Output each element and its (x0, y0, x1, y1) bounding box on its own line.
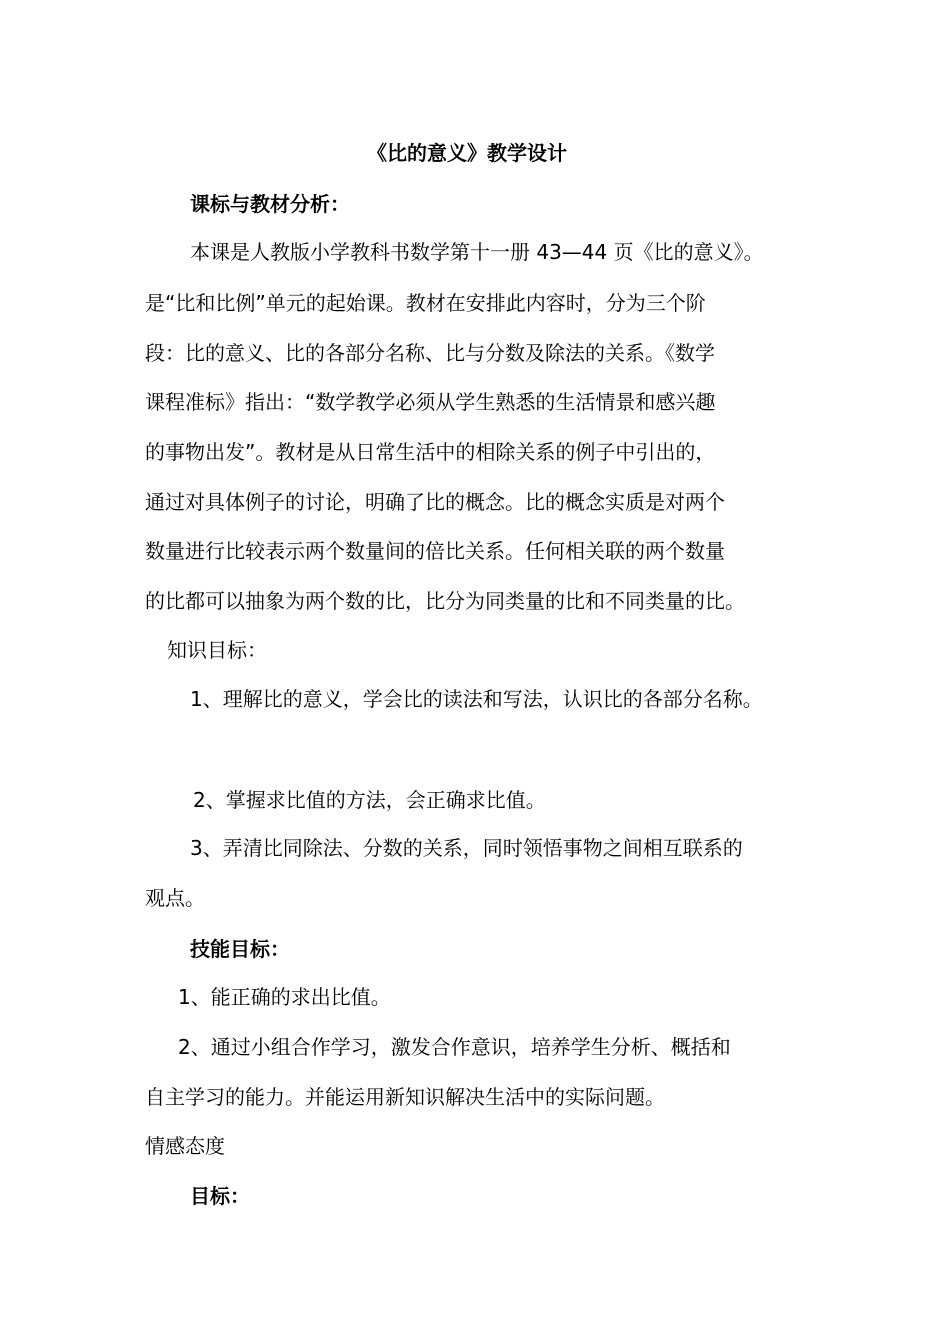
analysis-heading: 课标与教材分析： (190, 192, 350, 216)
analysis-line: 的事物出发”。教材是从日常生活中的相除关系的例子中引出的， (145, 440, 716, 464)
analysis-line: 通过对具体例子的讨论，明确了比的概念。比的概念实质是对两个 (145, 490, 725, 514)
knowledge-heading: 知识目标： (167, 638, 267, 662)
knowledge-item: 3、弄清比同除法、分数的关系，同时领悟事物之间相互联系的 (190, 836, 743, 860)
skill-heading: 技能目标： (190, 937, 290, 961)
document-title: 《比的意义》教学设计 (367, 141, 567, 165)
emotion-heading: 情感态度 (145, 1134, 225, 1158)
skill-item: 1、能正确的求出比值。 (178, 985, 391, 1009)
analysis-line: 课程准标》指出：“数学教学必须从学生熟悉的生活情景和感兴趣 (145, 390, 716, 414)
knowledge-item: 1、理解比的意义，学会比的读法和写法，认识比的各部分名称。 (190, 687, 763, 711)
knowledge-item: 观点。 (145, 886, 205, 910)
analysis-line: 是“比和比例”单元的起始课。教材在安排此内容时，分为三个阶 (145, 291, 706, 315)
knowledge-item: 2、掌握求比值的方法，会正确求比值。 (193, 788, 546, 812)
analysis-line: 段：比的意义、比的各部分名称、比与分数及除法的关系。《数学 (145, 341, 715, 365)
analysis-line: 的比都可以抽象为两个数的比，比分为同类量的比和不同类量的比。 (145, 589, 745, 613)
analysis-line: 数量进行比较表示两个数量间的倍比关系。任何相关联的两个数量 (145, 539, 725, 563)
emotion-heading-continued: 目标： (190, 1184, 250, 1208)
skill-item: 2、通过小组合作学习，激发合作意识，培养学生分析、概括和 (178, 1035, 731, 1059)
skill-item: 自主学习的能力。并能运用新知识解决生活中的实际问题。 (145, 1085, 665, 1109)
analysis-line: 本课是人教版小学教科书数学第十一册 43—44 页《比的意义》。 (190, 240, 764, 264)
